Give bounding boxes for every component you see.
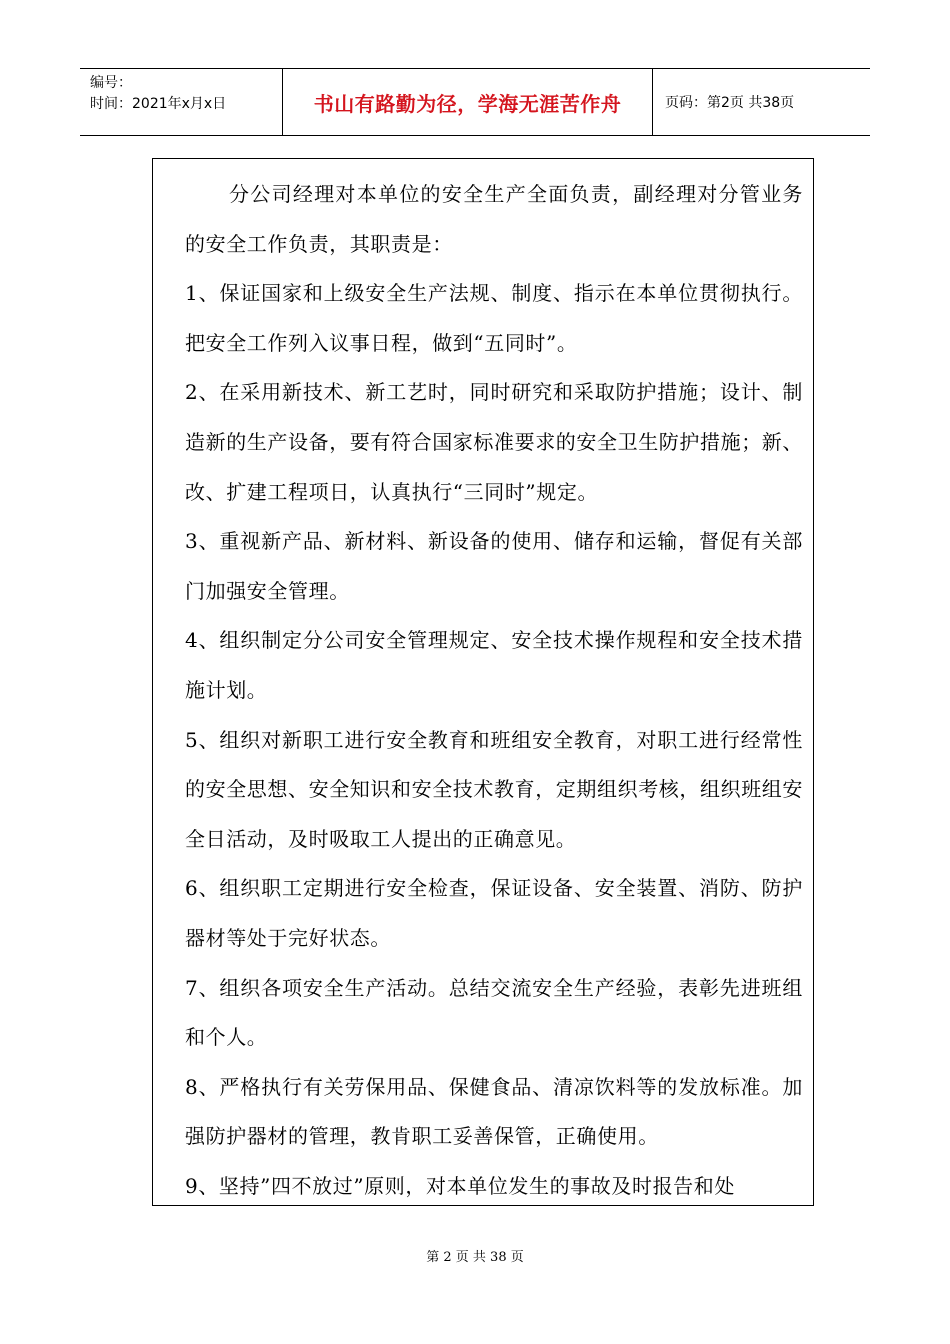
duty-item-4: 4、组织制定分公司安全管理规定、安全技术操作规程和安全技术措施计划。: [185, 628, 803, 702]
header-page-info: 页码：第2页 共38页: [665, 95, 795, 111]
duty-item-8: 8、严格执行有关劳保用品、保健食品、清凉饮料等的发放标准。加强防护器材的管理，教肯职工妥善保管，正确使用。: [185, 1074, 803, 1149]
duty-item-5: 5、组织对新职工进行安全教育和班组安全教育，对职工进行经常性的安全思想、安全知识和安全技术教育，定期组织考核，组织班组安全日活动，及时吸取工人提出的正确意见。: [185, 727, 803, 851]
duty-item-3: 3、重视新产品、新材料、新设备的使用、储存和运输，督促有关部门加强安全管理。: [185, 529, 803, 603]
page-footer: 第 2 页 共 38 页: [426, 1250, 524, 1265]
duty-item-2: 2、在采用新技术、新工艺时，同时研究和采取防护措施；设计、制造新的生产设备，要有符合国家标准要求的安全卫生防护措施；新、改、扩建工程项日，认真执行“三同时”规定。: [185, 380, 803, 504]
time-label: 时间：2021年x月x日: [90, 96, 227, 112]
duty-item-9: 9、坚持”四不放过”原则，对本单位发生的事故及时报告和处: [185, 1173, 735, 1198]
content-box: [152, 158, 814, 1206]
content-body: [153, 159, 813, 1206]
duty-item-1: 1、保证国家和上级安全生产法规、制度、指示在本单位贯彻执行。把安全工作列入议事日程，做到“五同时”。: [185, 281, 803, 355]
duty-item-6: 6、组织职工定期进行安全检查，保证设备、安全装置、消防、防护器材等处于完好状态。: [185, 876, 803, 950]
document-header: [80, 68, 870, 136]
number-label: 编号：: [90, 75, 132, 91]
intro-paragraph: 分公司经理对本单位的安全生产全面负责，副经理对分管业务的安全工作负责，其职责是：: [185, 182, 803, 256]
duty-item-7: 7、组织各项安全生产活动。总结交流安全生产经验，表彰先进班组和个人。: [185, 975, 803, 1050]
header-meta: [80, 69, 283, 135]
header-motto: 书山有路勤为径，学海无涯苦作舟: [283, 69, 653, 135]
